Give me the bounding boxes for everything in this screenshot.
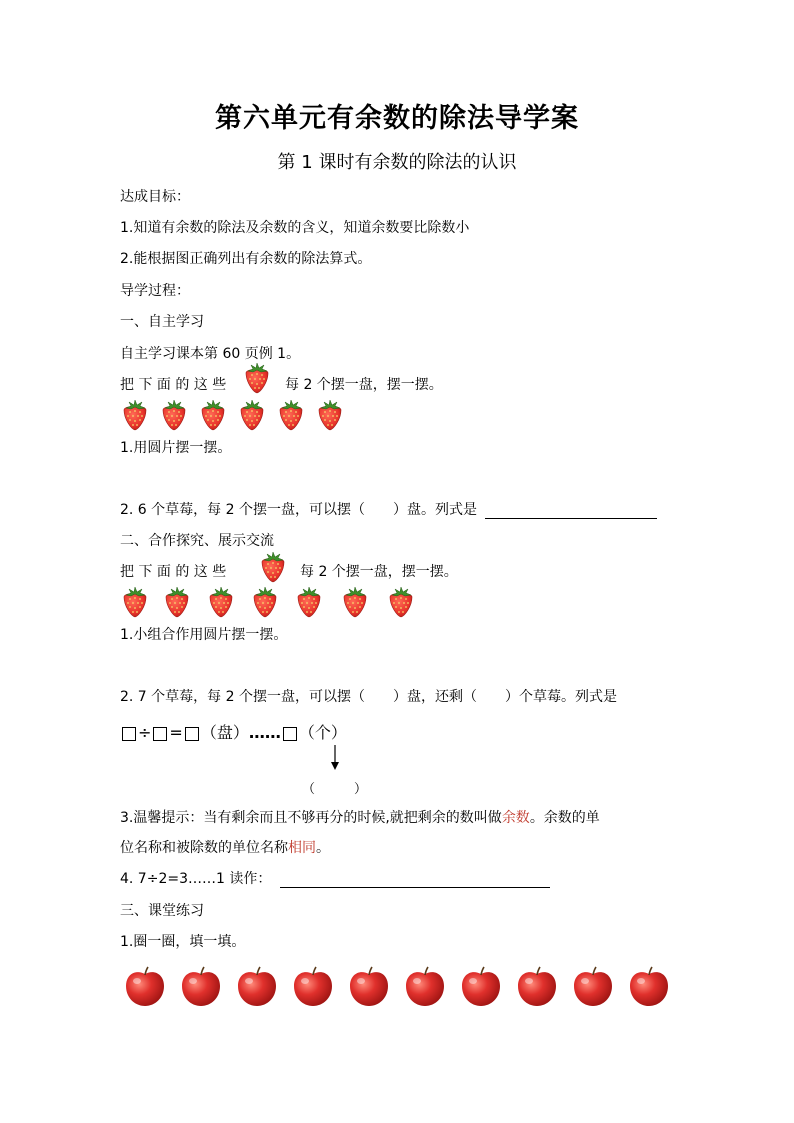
section-2-q4-text: 4. 7÷2=3……1 读作： <box>120 871 272 887</box>
strawberry-icon <box>254 587 276 617</box>
strawberry-icon <box>210 587 232 617</box>
section-1-q2-text: 2. 6 个草莓，每 2 个摆一盘，可以摆（ ）盘。列式是 <box>120 502 477 518</box>
answer-blank[interactable] <box>485 506 657 519</box>
answer-blank[interactable] <box>280 875 550 888</box>
division-formula <box>120 720 347 743</box>
apple-icon <box>182 967 220 1006</box>
apple-icon <box>294 967 332 1006</box>
strawberry-icon <box>390 587 412 617</box>
section-2-q2: 2. 7 个草莓，每 2 个摆一盘，可以摆（ ）盘，还剩（ ）个草莓。列式是 <box>120 689 617 705</box>
blank-box[interactable] <box>122 727 136 741</box>
divide-sign: ÷ <box>138 723 152 742</box>
section-2-prompt-before: 把 下 面 的 这 些 <box>120 564 227 580</box>
down-arrow-icon <box>328 745 342 775</box>
unit-item: （个） <box>298 723 347 742</box>
apple-icon <box>574 967 612 1006</box>
apple-icon <box>350 967 388 1006</box>
section-2-q1: 1.小组合作用圆片摆一摆。 <box>120 627 288 643</box>
apple-icon <box>630 967 668 1006</box>
apple-icon <box>518 967 556 1006</box>
tip-term-remainder: 余数 <box>501 810 530 826</box>
remainder-dots: …… <box>248 723 281 742</box>
apple-row <box>124 966 674 1012</box>
apple-icon <box>406 967 444 1006</box>
tip-term-same: 相同 <box>288 840 316 856</box>
section-1-intro: 自主学习课本第 60 页例 1。 <box>120 346 301 362</box>
strawberry-icon <box>202 400 224 430</box>
section-2-q4 <box>120 868 550 888</box>
section-2-tip-line2 <box>120 837 330 857</box>
strawberry-icon <box>241 400 263 430</box>
section-1-prompt-before: 把 下 面 的 这 些 <box>120 377 227 393</box>
page-title: 第六单元有余数的除法导学案 <box>215 103 579 134</box>
strawberry-row-1 <box>120 398 350 436</box>
apple-icon <box>238 967 276 1006</box>
strawberry-icon <box>298 587 320 617</box>
strawberry-row-2 <box>120 585 420 623</box>
strawberry-icon <box>319 400 341 430</box>
section-3-q1: 1.圈一圈，填一填。 <box>120 934 246 950</box>
strawberry-icon <box>163 400 185 430</box>
equals-sign: = <box>169 723 183 742</box>
process-heading: 导学过程： <box>120 283 190 299</box>
strawberry-icon <box>124 587 146 617</box>
unit-plate: （盘） <box>200 723 249 742</box>
goal-2: 2.能根据图正确列出有余数的除法算式。 <box>120 251 372 267</box>
strawberry-icon <box>124 400 146 430</box>
tip-text-2: 。余数的单 <box>529 810 600 826</box>
section-2-tip <box>120 807 600 827</box>
goals-heading: 达成目标： <box>120 189 190 205</box>
section-1-prompt-after: 每 2 个摆一盘，摆一摆。 <box>285 377 443 393</box>
strawberry-icon <box>166 587 188 617</box>
blank-box[interactable] <box>283 727 297 741</box>
section-2-prompt-after: 每 2 个摆一盘，摆一摆。 <box>300 564 458 580</box>
tip-line2-end: 。 <box>316 840 330 856</box>
strawberry-icon <box>242 362 272 398</box>
strawberry-icon <box>344 587 366 617</box>
section-1-q2 <box>120 499 657 519</box>
strawberry-icon <box>258 551 288 587</box>
tip-line2-text: 位名称和被除数的单位名称 <box>120 840 288 856</box>
section-1-q1: 1.用圆片摆一摆。 <box>120 440 232 456</box>
remainder-label-blank[interactable]: （ ） <box>302 782 368 797</box>
apple-icon <box>462 967 500 1006</box>
tip-text: 3.温馨提示：当有剩余而且不够再分的时候,就把剩余的数叫做 <box>120 810 502 826</box>
blank-box[interactable] <box>185 727 199 741</box>
blank-box[interactable] <box>153 727 167 741</box>
section-1-heading: 一、自主学习 <box>120 314 204 330</box>
section-3-heading: 三、课堂练习 <box>120 903 204 919</box>
strawberry-icon <box>280 400 302 430</box>
goal-1: 1.知道有余数的除法及余数的含义，知道余数要比除数小 <box>120 220 470 236</box>
page-subtitle: 第 1 课时有余数的除法的认识 <box>277 152 517 173</box>
section-2-heading: 二、合作探究、展示交流 <box>120 533 274 549</box>
apple-icon <box>126 967 164 1006</box>
